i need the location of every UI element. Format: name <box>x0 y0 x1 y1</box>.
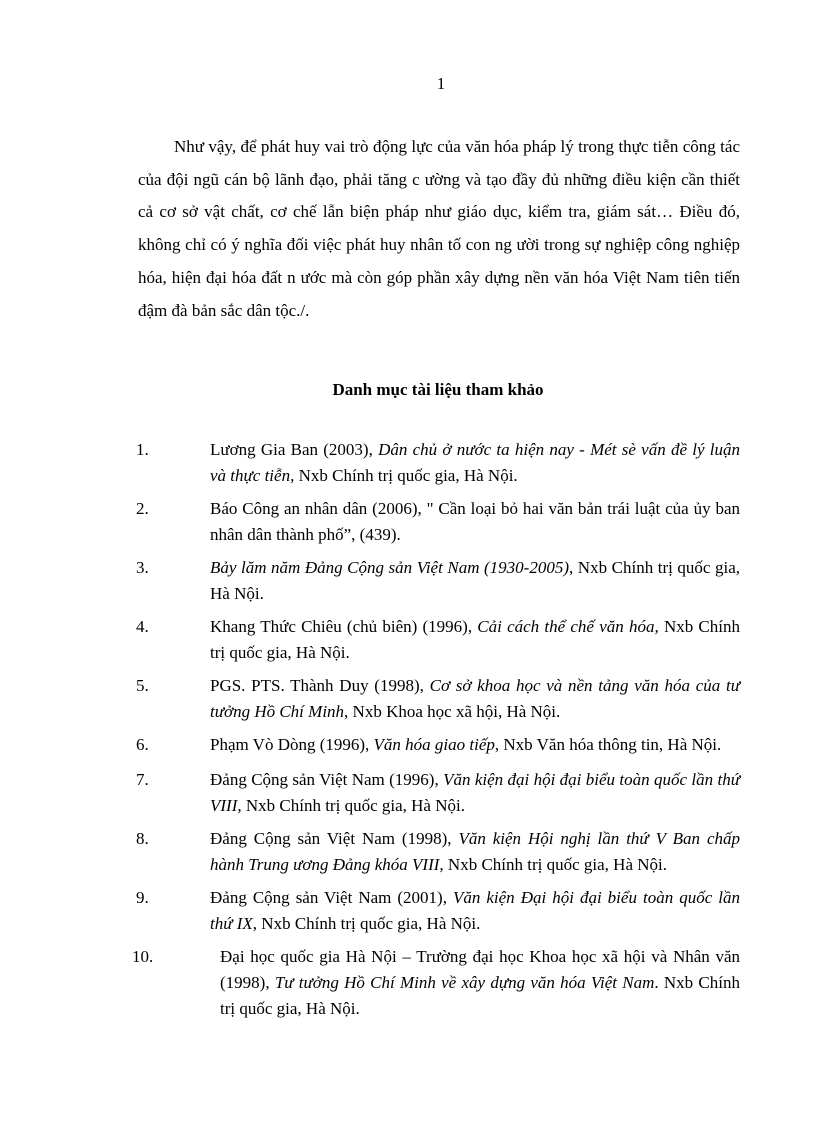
reference-author: Phạm Vò Dòng (1996), <box>210 735 374 754</box>
reference-publisher: Nxb Chính trị quốc gia, Hà Nội. <box>443 855 668 874</box>
reference-publisher: Nxb Chính trị quốc gia, Hà Nội. <box>210 617 740 662</box>
reference-item <box>136 614 740 666</box>
reference-number: 1. <box>136 440 149 459</box>
reference-number: 7. <box>136 770 149 789</box>
reference-title: Văn hóa giao tiếp <box>373 735 495 754</box>
reference-item <box>136 767 740 819</box>
reference-text <box>210 732 740 758</box>
reference-title: Cải cách thể chế văn hóa, <box>477 617 659 636</box>
reference-text <box>220 944 740 1022</box>
reference-item <box>136 496 740 548</box>
reference-publisher: , Nxb Văn hóa thông tin, Hà Nội. <box>494 735 722 754</box>
reference-title: Văn kiện Hội nghị lần thứ V Ban chấp hành Trung ương Đảng khóa VIII, <box>210 829 740 874</box>
reference-author: Đại học quốc gia Hà Nội – Trường đại học Khoa học xã hội và Nhân văn (1998), <box>220 947 740 992</box>
reference-number: 3. <box>136 558 149 577</box>
reference-text <box>210 826 740 878</box>
reference-publisher: , Nxb Chính trị quốc gia, Hà Nội. <box>210 558 740 603</box>
reference-text <box>210 885 740 937</box>
reference-title: Văn kiện Đại hội đại biểu toàn quốc lần thứ IX <box>210 888 740 933</box>
reference-author: Đảng Cộng sản Việt Nam (1998), <box>210 829 459 848</box>
reference-item <box>136 673 740 725</box>
reference-title: Tư tưởng Hồ Chí Minh về xây dựng văn hóa Việt Nam <box>274 973 655 992</box>
reference-title: Văn kiện đại hội đại biểu toàn quốc lần thứ VIII, <box>210 770 740 815</box>
reference-item <box>136 732 740 758</box>
reference-author: Lương Gia Ban (2003), <box>210 440 379 459</box>
reference-item <box>132 944 740 1022</box>
intro-paragraph: Như vậy, để phát huy vai trò động lực của văn hóa pháp lý trong thực tiễn công tác của đội ngũ cán bộ lãnh đạo, phải tăng c ường và tạo đầy đủ những điều kiện cần thiết cả cơ sở vật chất, cơ chế lẫn biện pháp như giáo dục, kiểm tra, giám sát… Điều đó, không chỉ có ý nghĩa đối việc phát huy nhân tố con ng ười trong sự nghiệp công nghiệp hóa, hiện đại hóa đất n ước mà còn góp phần xây dựng nền văn hóa Việt Nam tiên tiến đậm đà bản sắc dân tộc./. <box>138 137 740 320</box>
reference-author: Đảng Cộng sản Việt Nam (2001), <box>210 888 453 907</box>
reference-number: 6. <box>136 735 149 754</box>
reference-number: 8. <box>136 829 149 848</box>
reference-publisher: , Nxb Chính trị quốc gia, Hà Nội. <box>252 914 481 933</box>
references-title: Danh mục tài liệu tham khảo <box>332 380 544 399</box>
reference-text <box>210 555 740 607</box>
reference-number: 4. <box>136 617 149 636</box>
reference-title: Bảy lăm năm Đảng Cộng sản Việt Nam (1930-2005) <box>210 558 570 577</box>
reference-number: 5. <box>136 676 149 695</box>
reference-item <box>136 555 740 607</box>
reference-number: 2. <box>136 499 149 518</box>
reference-publisher: , Nxb Khoa học xã hội, Hà Nội. <box>344 702 561 721</box>
reference-author: Khang Thức Chiêu (chủ biên) (1996), <box>210 617 478 636</box>
reference-item <box>136 437 740 489</box>
reference-list <box>132 437 741 1029</box>
reference-title: Cơ sở khoa học và nền tảng văn hóa của tư tưởng Hồ Chí Minh <box>210 676 741 721</box>
reference-text <box>210 496 740 548</box>
reference-text <box>210 673 740 725</box>
reference-publisher: Nxb Chính trị quốc gia, Hà Nội. <box>294 466 518 485</box>
reference-text <box>210 767 740 819</box>
reference-number: 10. <box>132 947 154 966</box>
reference-author: Báo Công an nhân dân (2006), " Cần loại bỏ hai văn bản trái luật của ủy ban nhân dân thành phố”, (439). <box>210 499 740 544</box>
reference-publisher: . Nxb Chính trị quốc gia, Hà Nội. <box>220 973 740 1018</box>
reference-text <box>210 614 740 666</box>
reference-publisher: Nxb Chính trị quốc gia, Hà Nội. <box>241 796 465 815</box>
reference-item <box>136 885 740 937</box>
reference-number: 9. <box>136 888 149 907</box>
reference-author: Đảng Cộng sản Việt Nam (1996), <box>210 770 444 789</box>
reference-item <box>136 826 740 878</box>
page-number: 1 <box>436 74 446 93</box>
reference-title: Dân chủ ở nước ta hiện nay - Mét sè vấn đề lý luận và thực tiễn, <box>210 440 740 485</box>
reference-author: PGS. PTS. Thành Duy (1998), <box>210 676 430 695</box>
reference-text <box>210 437 740 489</box>
